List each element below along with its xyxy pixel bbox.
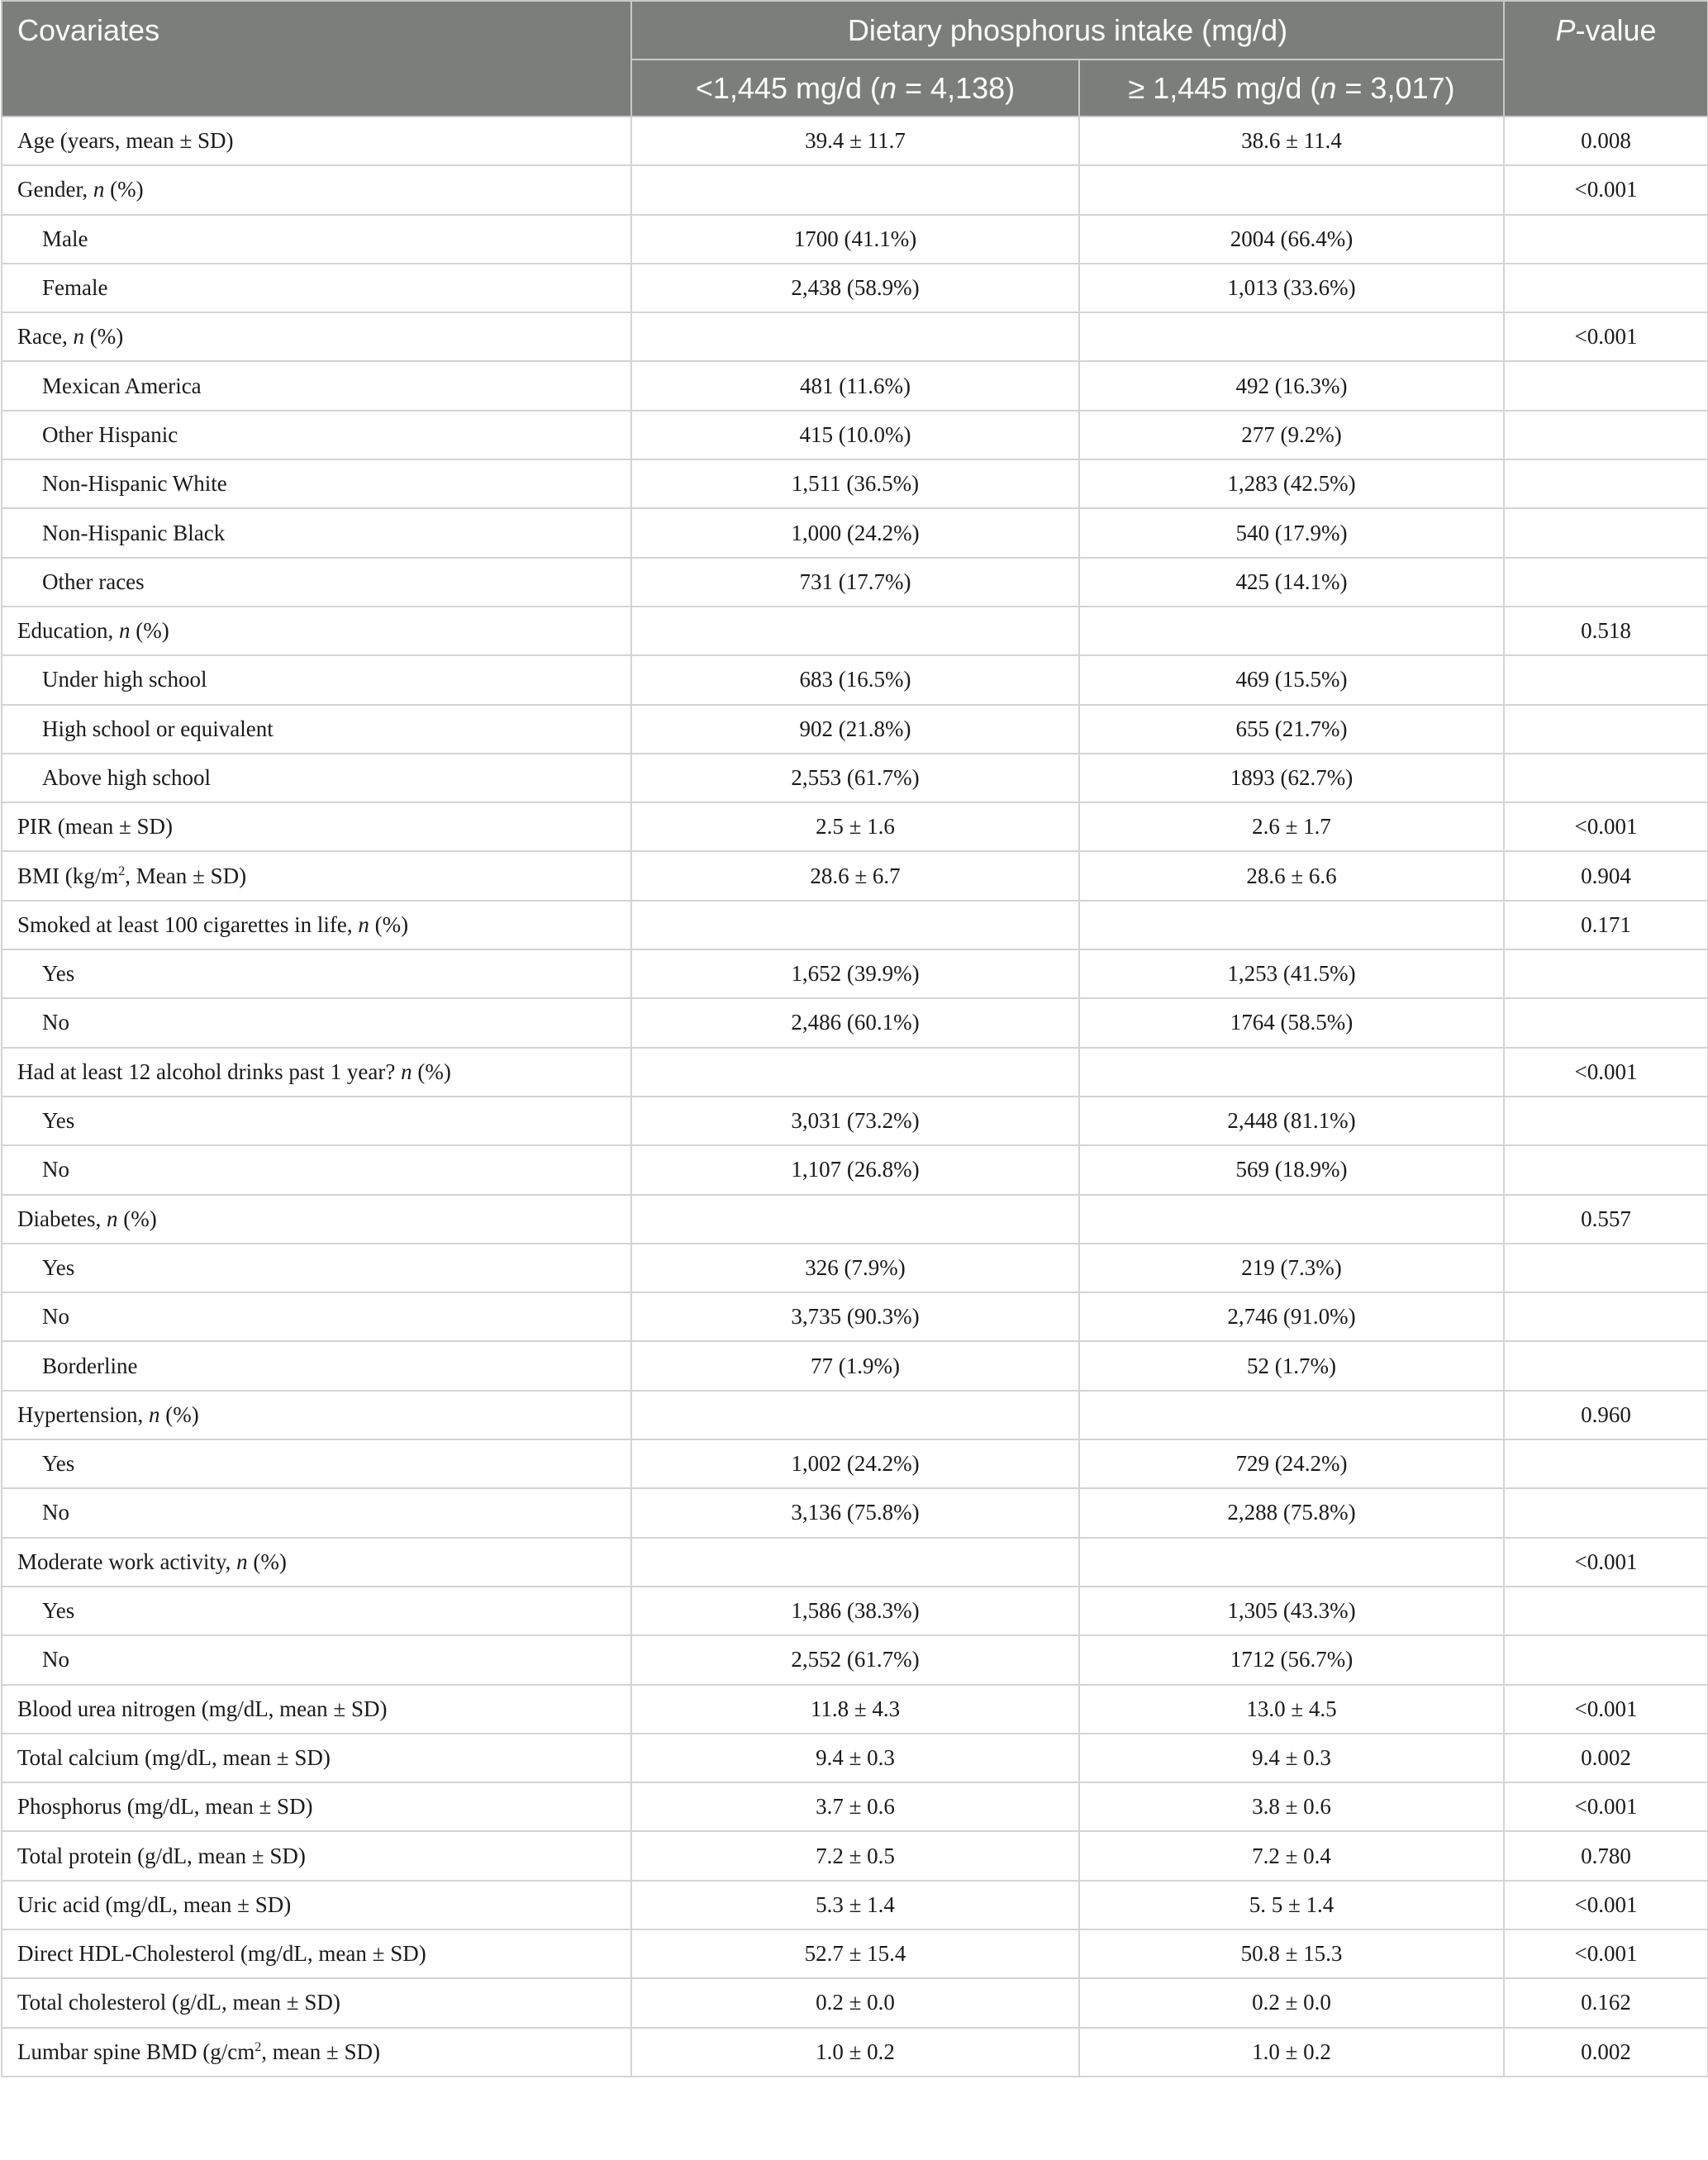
p-value: <0.001 — [1504, 1685, 1708, 1734]
table-row — [2, 1145, 1708, 1194]
table-row — [2, 411, 1708, 459]
high-intake-value — [1079, 607, 1504, 655]
table-row — [2, 1048, 1708, 1097]
table-row — [2, 607, 1708, 655]
table-row — [2, 117, 1708, 165]
high-intake-value: 28.6 ± 6.6 — [1079, 851, 1504, 900]
low-intake-value — [631, 312, 1079, 361]
p-value — [1504, 264, 1708, 312]
high-intake-value: 2.6 ± 1.7 — [1079, 802, 1504, 851]
row-label: Phosphorus (mg/dL, mean ± SD) — [2, 1782, 631, 1831]
p-value — [1504, 558, 1708, 607]
row-label: Race, n (%) — [2, 312, 631, 361]
table-row — [2, 1097, 1708, 1145]
table-row — [2, 361, 1708, 410]
p-value — [1504, 1145, 1708, 1194]
high-intake-value — [1079, 165, 1504, 214]
covariates-table — [1, 0, 1708, 2077]
high-intake-value: 1,253 (41.5%) — [1079, 949, 1504, 998]
row-label: Other Hispanic — [2, 411, 631, 459]
high-intake-value — [1079, 312, 1504, 361]
p-value — [1504, 411, 1708, 459]
table-row — [2, 459, 1708, 508]
high-intake-value: 1893 (62.7%) — [1079, 754, 1504, 802]
row-label: No — [2, 1292, 631, 1341]
p-value: <0.001 — [1504, 1782, 1708, 1831]
table-row — [2, 851, 1708, 900]
header-group-title: Dietary phosphorus intake (mg/d) — [631, 1, 1504, 59]
p-value: <0.001 — [1504, 1538, 1708, 1587]
low-intake-value: 1,000 (24.2%) — [631, 508, 1079, 557]
table-row — [2, 165, 1708, 214]
p-value: 0.162 — [1504, 1978, 1708, 2027]
high-intake-value: 425 (14.1%) — [1079, 558, 1504, 607]
table-row — [2, 1538, 1708, 1587]
table-row — [2, 558, 1708, 607]
high-intake-value: 1,013 (33.6%) — [1079, 264, 1504, 312]
table-row — [2, 215, 1708, 264]
row-label: Total protein (g/dL, mean ± SD) — [2, 1831, 631, 1880]
low-intake-value: 326 (7.9%) — [631, 1244, 1079, 1292]
header-low-intake: <1,445 mg/d (n = 4,138) — [631, 59, 1079, 117]
table-row — [2, 1978, 1708, 2027]
row-label: Female — [2, 264, 631, 312]
high-intake-value: 50.8 ± 15.3 — [1079, 1929, 1504, 1978]
table-row — [2, 1195, 1708, 1244]
high-intake-value: 1,305 (43.3%) — [1079, 1587, 1504, 1635]
low-intake-value — [631, 607, 1079, 655]
high-intake-value: 1.0 ± 0.2 — [1079, 2028, 1504, 2077]
low-intake-value: 7.2 ± 0.5 — [631, 1831, 1079, 1880]
table-row — [2, 508, 1708, 557]
high-intake-value: 52 (1.7%) — [1079, 1341, 1504, 1390]
table-row — [2, 1929, 1708, 1978]
high-intake-value: 2,448 (81.1%) — [1079, 1097, 1504, 1145]
table-row — [2, 2028, 1708, 2077]
high-intake-value: 277 (9.2%) — [1079, 411, 1504, 459]
p-value — [1504, 949, 1708, 998]
p-value — [1504, 655, 1708, 704]
p-value — [1504, 361, 1708, 410]
row-label: No — [2, 998, 631, 1047]
row-label: Education, n (%) — [2, 607, 631, 655]
high-intake-value: 729 (24.2%) — [1079, 1439, 1504, 1488]
row-label: Yes — [2, 949, 631, 998]
p-value — [1504, 508, 1708, 557]
row-label: Gender, n (%) — [2, 165, 631, 214]
p-value — [1504, 705, 1708, 754]
table-row — [2, 1439, 1708, 1488]
p-value: 0.171 — [1504, 901, 1708, 949]
low-intake-value: 1.0 ± 0.2 — [631, 2028, 1079, 2077]
table-row — [2, 754, 1708, 802]
low-intake-value: 0.2 ± 0.0 — [631, 1978, 1079, 2027]
p-value: <0.001 — [1504, 802, 1708, 851]
low-intake-value — [631, 1538, 1079, 1587]
high-intake-value — [1079, 1538, 1504, 1587]
low-intake-value: 39.4 ± 11.7 — [631, 117, 1079, 165]
row-label: No — [2, 1488, 631, 1537]
low-intake-value: 2,486 (60.1%) — [631, 998, 1079, 1047]
high-intake-value: 38.6 ± 11.4 — [1079, 117, 1504, 165]
table-row — [2, 1488, 1708, 1537]
low-intake-value: 3,031 (73.2%) — [631, 1097, 1079, 1145]
high-intake-value: 219 (7.3%) — [1079, 1244, 1504, 1292]
header-covariates: Covariates — [2, 1, 631, 117]
p-value — [1504, 1488, 1708, 1537]
low-intake-value: 1,652 (39.9%) — [631, 949, 1079, 998]
table-row — [2, 1881, 1708, 1929]
p-value: 0.960 — [1504, 1391, 1708, 1439]
table-row — [2, 1685, 1708, 1734]
row-label: Borderline — [2, 1341, 631, 1390]
high-intake-value: 1712 (56.7%) — [1079, 1635, 1504, 1684]
high-intake-value: 2004 (66.4%) — [1079, 215, 1504, 264]
row-label: Yes — [2, 1587, 631, 1635]
low-intake-value: 3,735 (90.3%) — [631, 1292, 1079, 1341]
p-value: 0.002 — [1504, 1734, 1708, 1782]
high-intake-value: 2,288 (75.8%) — [1079, 1488, 1504, 1537]
p-value: <0.001 — [1504, 1929, 1708, 1978]
low-intake-value: 2.5 ± 1.6 — [631, 802, 1079, 851]
row-label: No — [2, 1145, 631, 1194]
table-row — [2, 264, 1708, 312]
low-intake-value: 52.7 ± 15.4 — [631, 1929, 1079, 1978]
p-value: 0.780 — [1504, 1831, 1708, 1880]
table-row — [2, 1391, 1708, 1439]
low-intake-value — [631, 165, 1079, 214]
header-p-value — [1504, 1, 1708, 117]
row-label: No — [2, 1635, 631, 1684]
low-intake-value — [631, 1391, 1079, 1439]
high-intake-value — [1079, 1391, 1504, 1439]
low-intake-value: 2,438 (58.9%) — [631, 264, 1079, 312]
p-value — [1504, 1097, 1708, 1145]
p-value — [1504, 998, 1708, 1047]
row-label: Male — [2, 215, 631, 264]
row-label: Had at least 12 alcohol drinks past 1 year? n (%) — [2, 1048, 631, 1097]
high-intake-value: 1,283 (42.5%) — [1079, 459, 1504, 508]
table-header — [2, 1, 1708, 117]
p-value — [1504, 1439, 1708, 1488]
row-label: Total calcium (mg/dL, mean ± SD) — [2, 1734, 631, 1782]
table-row — [2, 655, 1708, 704]
row-label: Under high school — [2, 655, 631, 704]
low-intake-value: 481 (11.6%) — [631, 361, 1079, 410]
row-label: High school or equivalent — [2, 705, 631, 754]
table-row — [2, 1244, 1708, 1292]
high-intake-value — [1079, 1048, 1504, 1097]
row-label: Other races — [2, 558, 631, 607]
low-intake-value — [631, 1048, 1079, 1097]
low-intake-value: 77 (1.9%) — [631, 1341, 1079, 1390]
low-intake-value: 3,136 (75.8%) — [631, 1488, 1079, 1537]
low-intake-value: 1700 (41.1%) — [631, 215, 1079, 264]
table-row — [2, 1734, 1708, 1782]
high-intake-value: 13.0 ± 4.5 — [1079, 1685, 1504, 1734]
p-value: <0.001 — [1504, 1881, 1708, 1929]
row-label: Non-Hispanic White — [2, 459, 631, 508]
high-intake-value: 540 (17.9%) — [1079, 508, 1504, 557]
high-intake-value: 492 (16.3%) — [1079, 361, 1504, 410]
row-label: Blood urea nitrogen (mg/dL, mean ± SD) — [2, 1685, 631, 1734]
row-label: Above high school — [2, 754, 631, 802]
p-value — [1504, 1341, 1708, 1390]
row-label: BMI ($kg/m^2$, Mean ± SD) — [2, 851, 631, 900]
high-intake-value: 1764 (58.5%) — [1079, 998, 1504, 1047]
table-body — [2, 117, 1708, 2077]
high-intake-value: 2,746 (91.0%) — [1079, 1292, 1504, 1341]
high-intake-value: 0.2 ± 0.0 — [1079, 1978, 1504, 2027]
row-label: Uric acid (mg/dL, mean ± SD) — [2, 1881, 631, 1929]
row-label: Mexican America — [2, 361, 631, 410]
header-high-intake: ≥ 1,445 mg/d (n = 3,017) — [1079, 59, 1504, 117]
row-label: Yes — [2, 1097, 631, 1145]
low-intake-value: 1,107 (26.8%) — [631, 1145, 1079, 1194]
p-value — [1504, 1292, 1708, 1341]
p-value — [1504, 215, 1708, 264]
p-value — [1504, 1635, 1708, 1684]
table-row — [2, 998, 1708, 1047]
low-intake-value: 731 (17.7%) — [631, 558, 1079, 607]
p-value: <0.001 — [1504, 165, 1708, 214]
high-intake-value: 569 (18.9%) — [1079, 1145, 1504, 1194]
row-label: Total cholesterol (g/dL, mean ± SD) — [2, 1978, 631, 2027]
p-value — [1504, 459, 1708, 508]
high-intake-value: 9.4 ± 0.3 — [1079, 1734, 1504, 1782]
low-intake-value: 1,002 (24.2%) — [631, 1439, 1079, 1488]
p-value: 0.557 — [1504, 1195, 1708, 1244]
low-intake-value: 415 (10.0%) — [631, 411, 1079, 459]
table-row — [2, 901, 1708, 949]
high-intake-value: 655 (21.7%) — [1079, 705, 1504, 754]
low-intake-value: 1,511 (36.5%) — [631, 459, 1079, 508]
low-intake-value: 3.7 ± 0.6 — [631, 1782, 1079, 1831]
row-label: Lumbar spine BMD ($g/cm^2$, mean ± SD) — [2, 2028, 631, 2077]
p-rest: -value — [1575, 13, 1657, 47]
low-intake-value — [631, 901, 1079, 949]
table-row — [2, 1831, 1708, 1880]
low-intake-value — [631, 1195, 1079, 1244]
row-label: Non-Hispanic Black — [2, 508, 631, 557]
high-intake-value: 3.8 ± 0.6 — [1079, 1782, 1504, 1831]
row-label: Direct HDL-Cholesterol (mg/dL, mean ± SD) — [2, 1929, 631, 1978]
table-row — [2, 1292, 1708, 1341]
table-row — [2, 312, 1708, 361]
p-value: 0.008 — [1504, 117, 1708, 165]
low-intake-value: 5.3 ± 1.4 — [631, 1881, 1079, 1929]
row-label: Yes — [2, 1244, 631, 1292]
p-value: 0.002 — [1504, 2028, 1708, 2077]
table-row — [2, 1587, 1708, 1635]
row-label: Age (years, mean ± SD) — [2, 117, 631, 165]
p-value: <0.001 — [1504, 312, 1708, 361]
high-intake-value: 7.2 ± 0.4 — [1079, 1831, 1504, 1880]
p-value — [1504, 754, 1708, 802]
low-intake-value: 9.4 ± 0.3 — [631, 1734, 1079, 1782]
high-intake-value: 5. 5 ± 1.4 — [1079, 1881, 1504, 1929]
high-intake-value — [1079, 901, 1504, 949]
table-row — [2, 705, 1708, 754]
row-label: Diabetes, n (%) — [2, 1195, 631, 1244]
low-intake-value: 11.8 ± 4.3 — [631, 1685, 1079, 1734]
low-intake-value: 2,553 (61.7%) — [631, 754, 1079, 802]
row-label: Smoked at least 100 cigarettes in life, n (%) — [2, 901, 631, 949]
table-row — [2, 802, 1708, 851]
high-intake-value: 469 (15.5%) — [1079, 655, 1504, 704]
low-intake-value: 2,552 (61.7%) — [631, 1635, 1079, 1684]
low-intake-value: 902 (21.8%) — [631, 705, 1079, 754]
low-intake-value: 683 (16.5%) — [631, 655, 1079, 704]
row-label: Moderate work activity, n (%) — [2, 1538, 631, 1587]
p-value — [1504, 1244, 1708, 1292]
p-italic: P — [1555, 13, 1576, 47]
low-intake-value: 28.6 ± 6.7 — [631, 851, 1079, 900]
table-row — [2, 1341, 1708, 1390]
low-intake-value: 1,586 (38.3%) — [631, 1587, 1079, 1635]
row-label: Hypertension, n (%) — [2, 1391, 631, 1439]
high-intake-value — [1079, 1195, 1504, 1244]
row-label: PIR (mean ± SD) — [2, 802, 631, 851]
table-row — [2, 1782, 1708, 1831]
p-value — [1504, 1587, 1708, 1635]
table-row — [2, 949, 1708, 998]
p-value: 0.904 — [1504, 851, 1708, 900]
table-row — [2, 1635, 1708, 1684]
p-value: <0.001 — [1504, 1048, 1708, 1097]
row-label: Yes — [2, 1439, 631, 1488]
p-value: 0.518 — [1504, 607, 1708, 655]
